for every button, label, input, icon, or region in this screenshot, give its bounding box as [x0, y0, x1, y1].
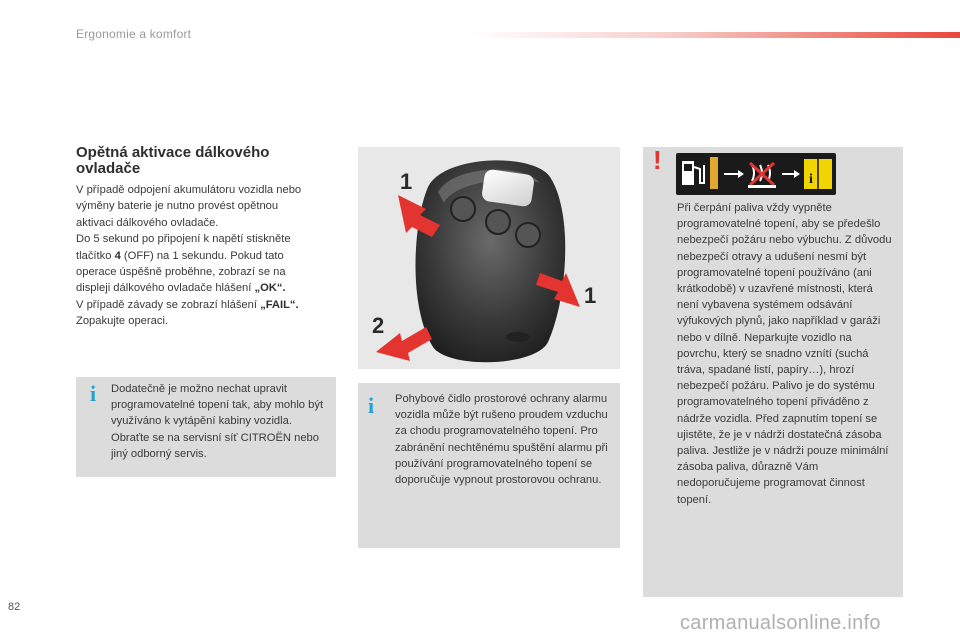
body-line: aktivaci dálkového ovladače. [76, 216, 219, 229]
remote-button [451, 197, 475, 221]
body-line: výměny baterie je nutno provést opětnou [76, 200, 279, 213]
body-line: displeji dálkového ovladače hlášení [76, 282, 255, 295]
warning-box [643, 147, 903, 597]
callout-label: 2 [372, 313, 385, 338]
no-heating-icon [748, 163, 776, 188]
remote-control-svg [358, 147, 620, 369]
info-text: Pohybové čidlo prostorové ochrany alarmu vozidla může být rušeno proudem vzduchu za chodu programovatelného topení. Pro zabránění nechtěnému spuštění alarmu při používání programovatelného topení se doporučuje vypnout prostorovou ochranu. [395, 393, 608, 487]
body-line: Zopakujte operaci. [76, 315, 169, 328]
warning-icon: ! [653, 145, 662, 175]
callout-label: 1 [584, 283, 597, 308]
arrow-icon [724, 170, 744, 178]
svg-text:i: i [809, 172, 813, 187]
body-line: Do 5 sekund po připojení k napětí stiskněte [76, 233, 291, 246]
remote-button [486, 210, 510, 234]
info-text: Dodatečně je možno nechat upravit programovatelné topení tak, aby mohlo být využíváno k vytápění kabiny vozidla. Obraťte se na servisní síť CITROËN nebo jiný odborný servis. [111, 383, 324, 460]
body-line: tlačítko [76, 249, 115, 262]
button-number: 4 [114, 249, 121, 262]
warning-pictogram [676, 153, 836, 195]
section-title: Opětná aktivace dálkového ovladače [76, 144, 270, 177]
header-accent-bar [470, 32, 960, 38]
watermark: carmanualsonline.info [680, 612, 881, 634]
remote-button [516, 223, 540, 247]
info-icon: i [90, 381, 97, 406]
manual-book-icon [804, 159, 832, 189]
fuel-pump-icon [682, 157, 718, 189]
warning-text: Při čerpání paliva vždy vypněte programovatelné topení, aby se předešlo nebezpečí požáru nebo výbuchu. Z důvodu nebezpečí otravy a udušení nesmí být programovatelné topení používáno (ani krátkodobě) v uzavřené místnosti, která není vybavena systémem odsávání výfukových plynů, jako například v garáži nebo v dílně. Neparkujte vozidlo na povrchu, který se snadno vznítí (suchá tráva, spadané listí, papíry…), hrozí nebezpečí požáru. Palivo je do systému programovatelného topení přiváděno z nádrže vozidla. Před zapnutím topení se ujistěte, že je v nádrži dostatečná zásoba paliva. Jestliže je v nádrži pouze minimální zásoba paliva, důrazně Vám nedoporučujeme programovat činnost topení. [677, 202, 892, 506]
section-body [76, 182, 338, 330]
body-line: operace úspěšně proběhne, zobrazí se na [76, 266, 286, 279]
fail-message: „FAIL“. [260, 298, 299, 311]
ok-message: „OK“. [254, 282, 286, 295]
info-box-alarm [358, 383, 620, 548]
page-number: 82 [8, 601, 21, 613]
remote-control-illustration [358, 147, 620, 369]
info-box-heating [76, 377, 336, 477]
body-line: V případě odpojení akumulátoru vozidla nebo [76, 184, 302, 196]
body-line: V případě závady se zobrazí hlášení [76, 298, 261, 311]
header-title: Ergonomie a komfort [76, 27, 192, 41]
arrow-icon [782, 170, 800, 178]
arrow-2-left [376, 327, 432, 361]
callout-label: 1 [400, 169, 413, 194]
info-icon: i [368, 393, 375, 418]
body-line: (OFF) na 1 sekundu. Pokud tato [120, 249, 284, 262]
remote-bottom-notch [506, 332, 530, 342]
